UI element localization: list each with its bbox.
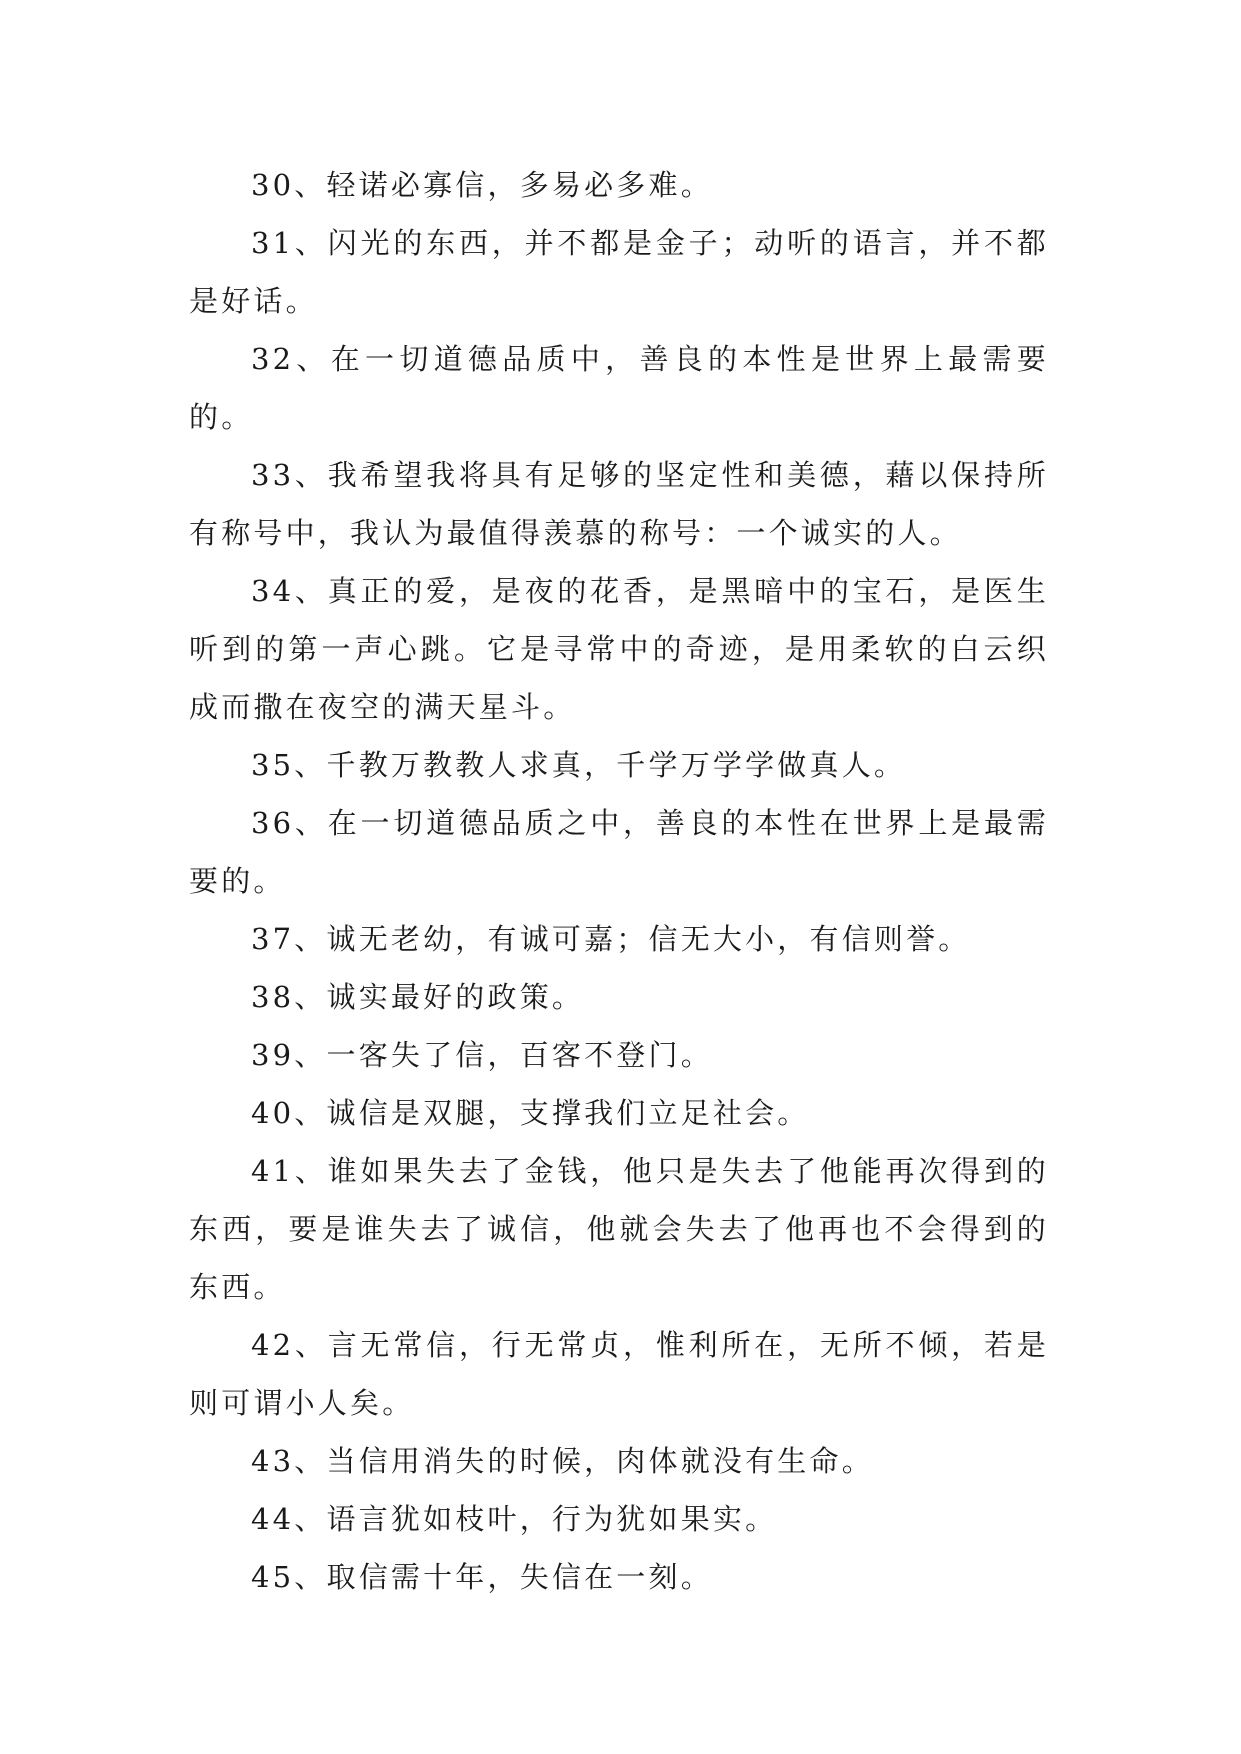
paragraph-34: 34、真正的爱，是夜的花香，是黑暗中的宝石，是医生听到的第一声心跳。它是寻常中的奇迹，是用柔软的白云织成而撒在夜空的满天星斗。 [189, 574, 1049, 724]
paragraph-42: 42、言无常信，行无常贞，惟利所在，无所不倾，若是则可谓小人矣。 [189, 1328, 1049, 1420]
paragraph-45: 45、取信需十年，失信在一刻。 [251, 1560, 713, 1594]
paragraph-39: 39、一客失了信，百客不登门。 [251, 1038, 713, 1072]
paragraph-41: 41、谁如果失去了金钱，他只是失去了他能再次得到的东西，要是谁失去了诚信，他就会失去了他再也不会得到的东西。 [189, 1154, 1049, 1304]
document-body [189, 156, 1049, 1606]
paragraph-31: 31、闪光的东西，并不都是金子；动听的语言，并不都是好话。 [189, 226, 1049, 318]
paragraph-33: 33、我希望我将具有足够的坚定性和美德，藉以保持所有称号中，我认为最值得羡慕的称号：一个诚实的人。 [189, 458, 1049, 550]
paragraph-30: 30、轻诺必寡信，多易必多难。 [251, 168, 713, 202]
paragraph-32: 32、在一切道德品质中，善良的本性是世界上最需要的。 [189, 342, 1049, 434]
paragraph-43: 43、当信用消失的时候，肉体就没有生命。 [251, 1444, 874, 1478]
paragraph-40: 40、诚信是双腿，支撑我们立足社会。 [251, 1096, 810, 1130]
paragraph-35: 35、千教万教教人求真，千学万学学做真人。 [251, 748, 907, 782]
paragraph-37: 37、诚无老幼，有诚可嘉；信无大小，有信则誉。 [251, 922, 971, 956]
paragraph-44: 44、语言犹如枝叶，行为犹如果实。 [251, 1502, 778, 1536]
paragraph-36: 36、在一切道德品质之中，善良的本性在世界上是最需要的。 [189, 806, 1049, 898]
paragraph-38: 38、诚实最好的政策。 [251, 980, 585, 1014]
